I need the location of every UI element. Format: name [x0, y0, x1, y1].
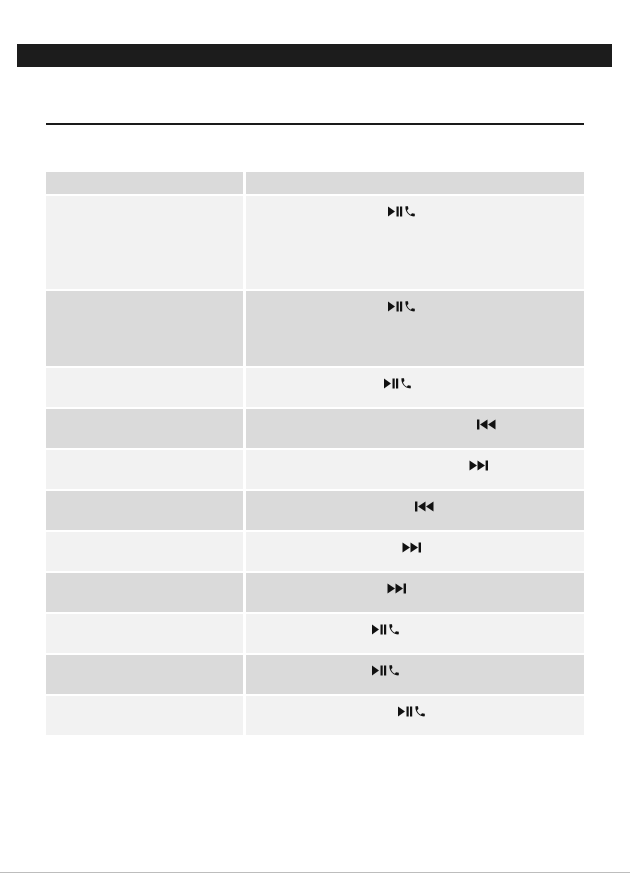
action-cell	[46, 655, 243, 694]
operation-cell	[246, 573, 584, 612]
table-row	[46, 491, 584, 530]
table-row	[46, 573, 584, 612]
play-pause-call-icon	[370, 664, 402, 682]
table-row	[46, 614, 584, 653]
table-row	[46, 196, 584, 289]
table-row	[46, 368, 584, 407]
action-cell	[46, 368, 243, 407]
previous-track-icon	[414, 500, 436, 518]
operation-cell	[246, 291, 584, 366]
table-row	[46, 655, 584, 694]
next-track-icon	[386, 582, 408, 600]
table-row	[46, 696, 584, 735]
action-cell	[46, 573, 243, 612]
operation-cell	[246, 696, 584, 735]
play-pause-call-icon	[396, 705, 428, 723]
table-row	[46, 450, 584, 489]
next-track-icon	[401, 541, 423, 559]
play-pause-call-icon	[386, 205, 418, 223]
action-cell	[46, 614, 243, 653]
next-track-icon	[468, 459, 490, 477]
operation-cell	[246, 532, 584, 571]
controls-table	[46, 172, 584, 735]
play-pause-call-icon	[386, 300, 418, 318]
header-cell-action	[46, 172, 243, 194]
table-row	[46, 532, 584, 571]
operation-cell	[246, 368, 584, 407]
action-cell	[46, 450, 243, 489]
table-row	[46, 409, 584, 448]
previous-track-icon	[476, 418, 498, 436]
operation-cell	[246, 614, 584, 653]
action-cell	[46, 491, 243, 530]
action-cell	[46, 409, 243, 448]
table-row	[46, 291, 584, 366]
action-cell	[46, 291, 243, 366]
section-rule	[46, 123, 584, 125]
operation-cell	[246, 450, 584, 489]
operation-cell	[246, 196, 584, 289]
table-header-row	[46, 172, 584, 194]
action-cell	[46, 196, 243, 289]
table-body	[46, 196, 584, 735]
play-pause-call-icon	[370, 623, 402, 641]
operation-cell	[246, 491, 584, 530]
page-bottom-edge	[0, 872, 630, 873]
header-bar	[17, 44, 612, 67]
operation-cell	[246, 409, 584, 448]
play-pause-call-icon	[382, 377, 414, 395]
header-cell-operation	[246, 172, 584, 194]
action-cell	[46, 532, 243, 571]
operation-cell	[246, 655, 584, 694]
action-cell	[46, 696, 243, 735]
